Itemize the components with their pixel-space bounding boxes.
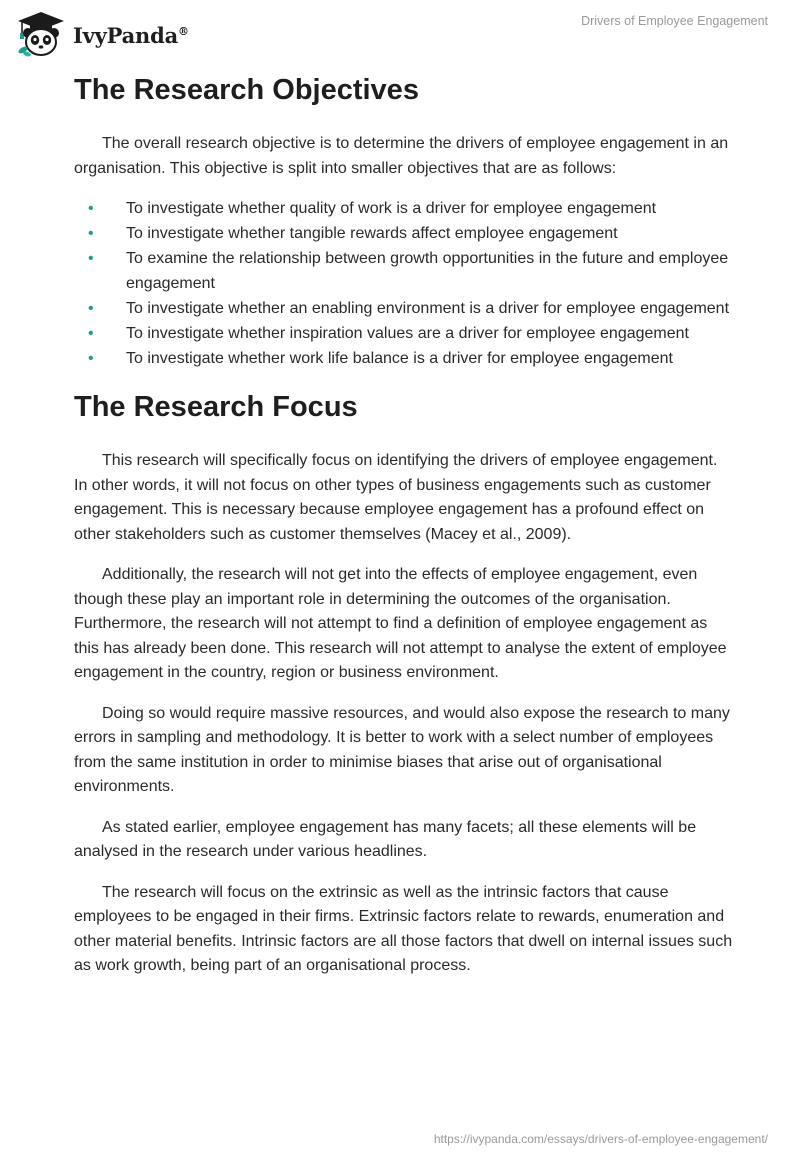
bullet-icon: • [88,250,94,267]
objectives-heading: The Research Objectives [74,74,419,106]
list-item: • To investigate whether tangible rewards affect employee engagement [74,222,734,247]
bullet-icon: • [88,299,94,317]
focus-paragraph: The research will focus on the extrinsic as well as the intrinsic factors that cause employees to be engaged in their firms. Extrinsic factors relate to rewards, enumeration and other material benefits. Intrinsic factors are all those factors that dwell on internal issues such as work growth, being part of an organisational process. [74,883,733,974]
objectives-intro: The overall research objective is to determine the drivers of employee engagement in an organisation. This objective is split into smaller objectives that are as follows: [74,135,729,177]
objectives-list [74,197,734,371]
bullet-icon: • [88,349,94,367]
bullet-icon: • [88,200,94,217]
source-url-link[interactable]: https://ivypanda.com/essays/drivers-of-employee-engagement/ [433,1132,768,1146]
brand-name: IvyPanda® [73,22,189,48]
list-item: • To investigate whether work life balance is a driver for employee engagement [74,347,734,372]
panda-mascot-icon [14,10,68,58]
page-header [0,0,800,70]
list-item: • To investigate whether an enabling environment is a driver for employee engagement [74,297,734,322]
focus-paragraph: This research will specifically focus on identifying the drivers of employee engagement. In other words, it will not focus on other types of business engagements such as customer engagement. This is necessary because employee engagement has a profound effect on other stakeholders such as customer themselves (Macey et al., 2009). [74,452,718,543]
bullet-icon: • [88,225,94,242]
article-body [74,72,734,979]
focus-paragraph: As stated earlier, employee engagement has many facets; all these elements will be analysed in the research under various headlines. [74,818,697,860]
registered-mark: ® [178,24,189,38]
focus-paragraph: Additionally, the research will not get into the effects of employee engagement, even though these play an important role in determining the outcomes of the organisation. Furthermore, the research will not attempt to find a definition of employee engagement as this has already been done. This research will not attempt to analyse the extent of employee engagement in the country, region or business environment. [74,566,727,681]
document-title: Drivers of Employee Engagement [581,14,768,28]
brand-logo[interactable] [14,10,189,58]
focus-paragraph: Doing so would require massive resources, and would also expose the research to many errors in sampling and methodology. It is better to work with a select number of employees from the same institution in order to minimise biases that arise out of organisational environments. [74,704,730,795]
list-item: • To investigate whether quality of work is a driver for employee engagement [74,197,734,222]
list-item: • To investigate whether inspiration values are a driver for employee engagement [74,322,734,347]
bullet-icon: • [88,324,94,342]
list-item: • To examine the relationship between growth opportunities in the future and employee engagement [74,247,734,296]
focus-heading: The Research Focus [74,391,358,423]
